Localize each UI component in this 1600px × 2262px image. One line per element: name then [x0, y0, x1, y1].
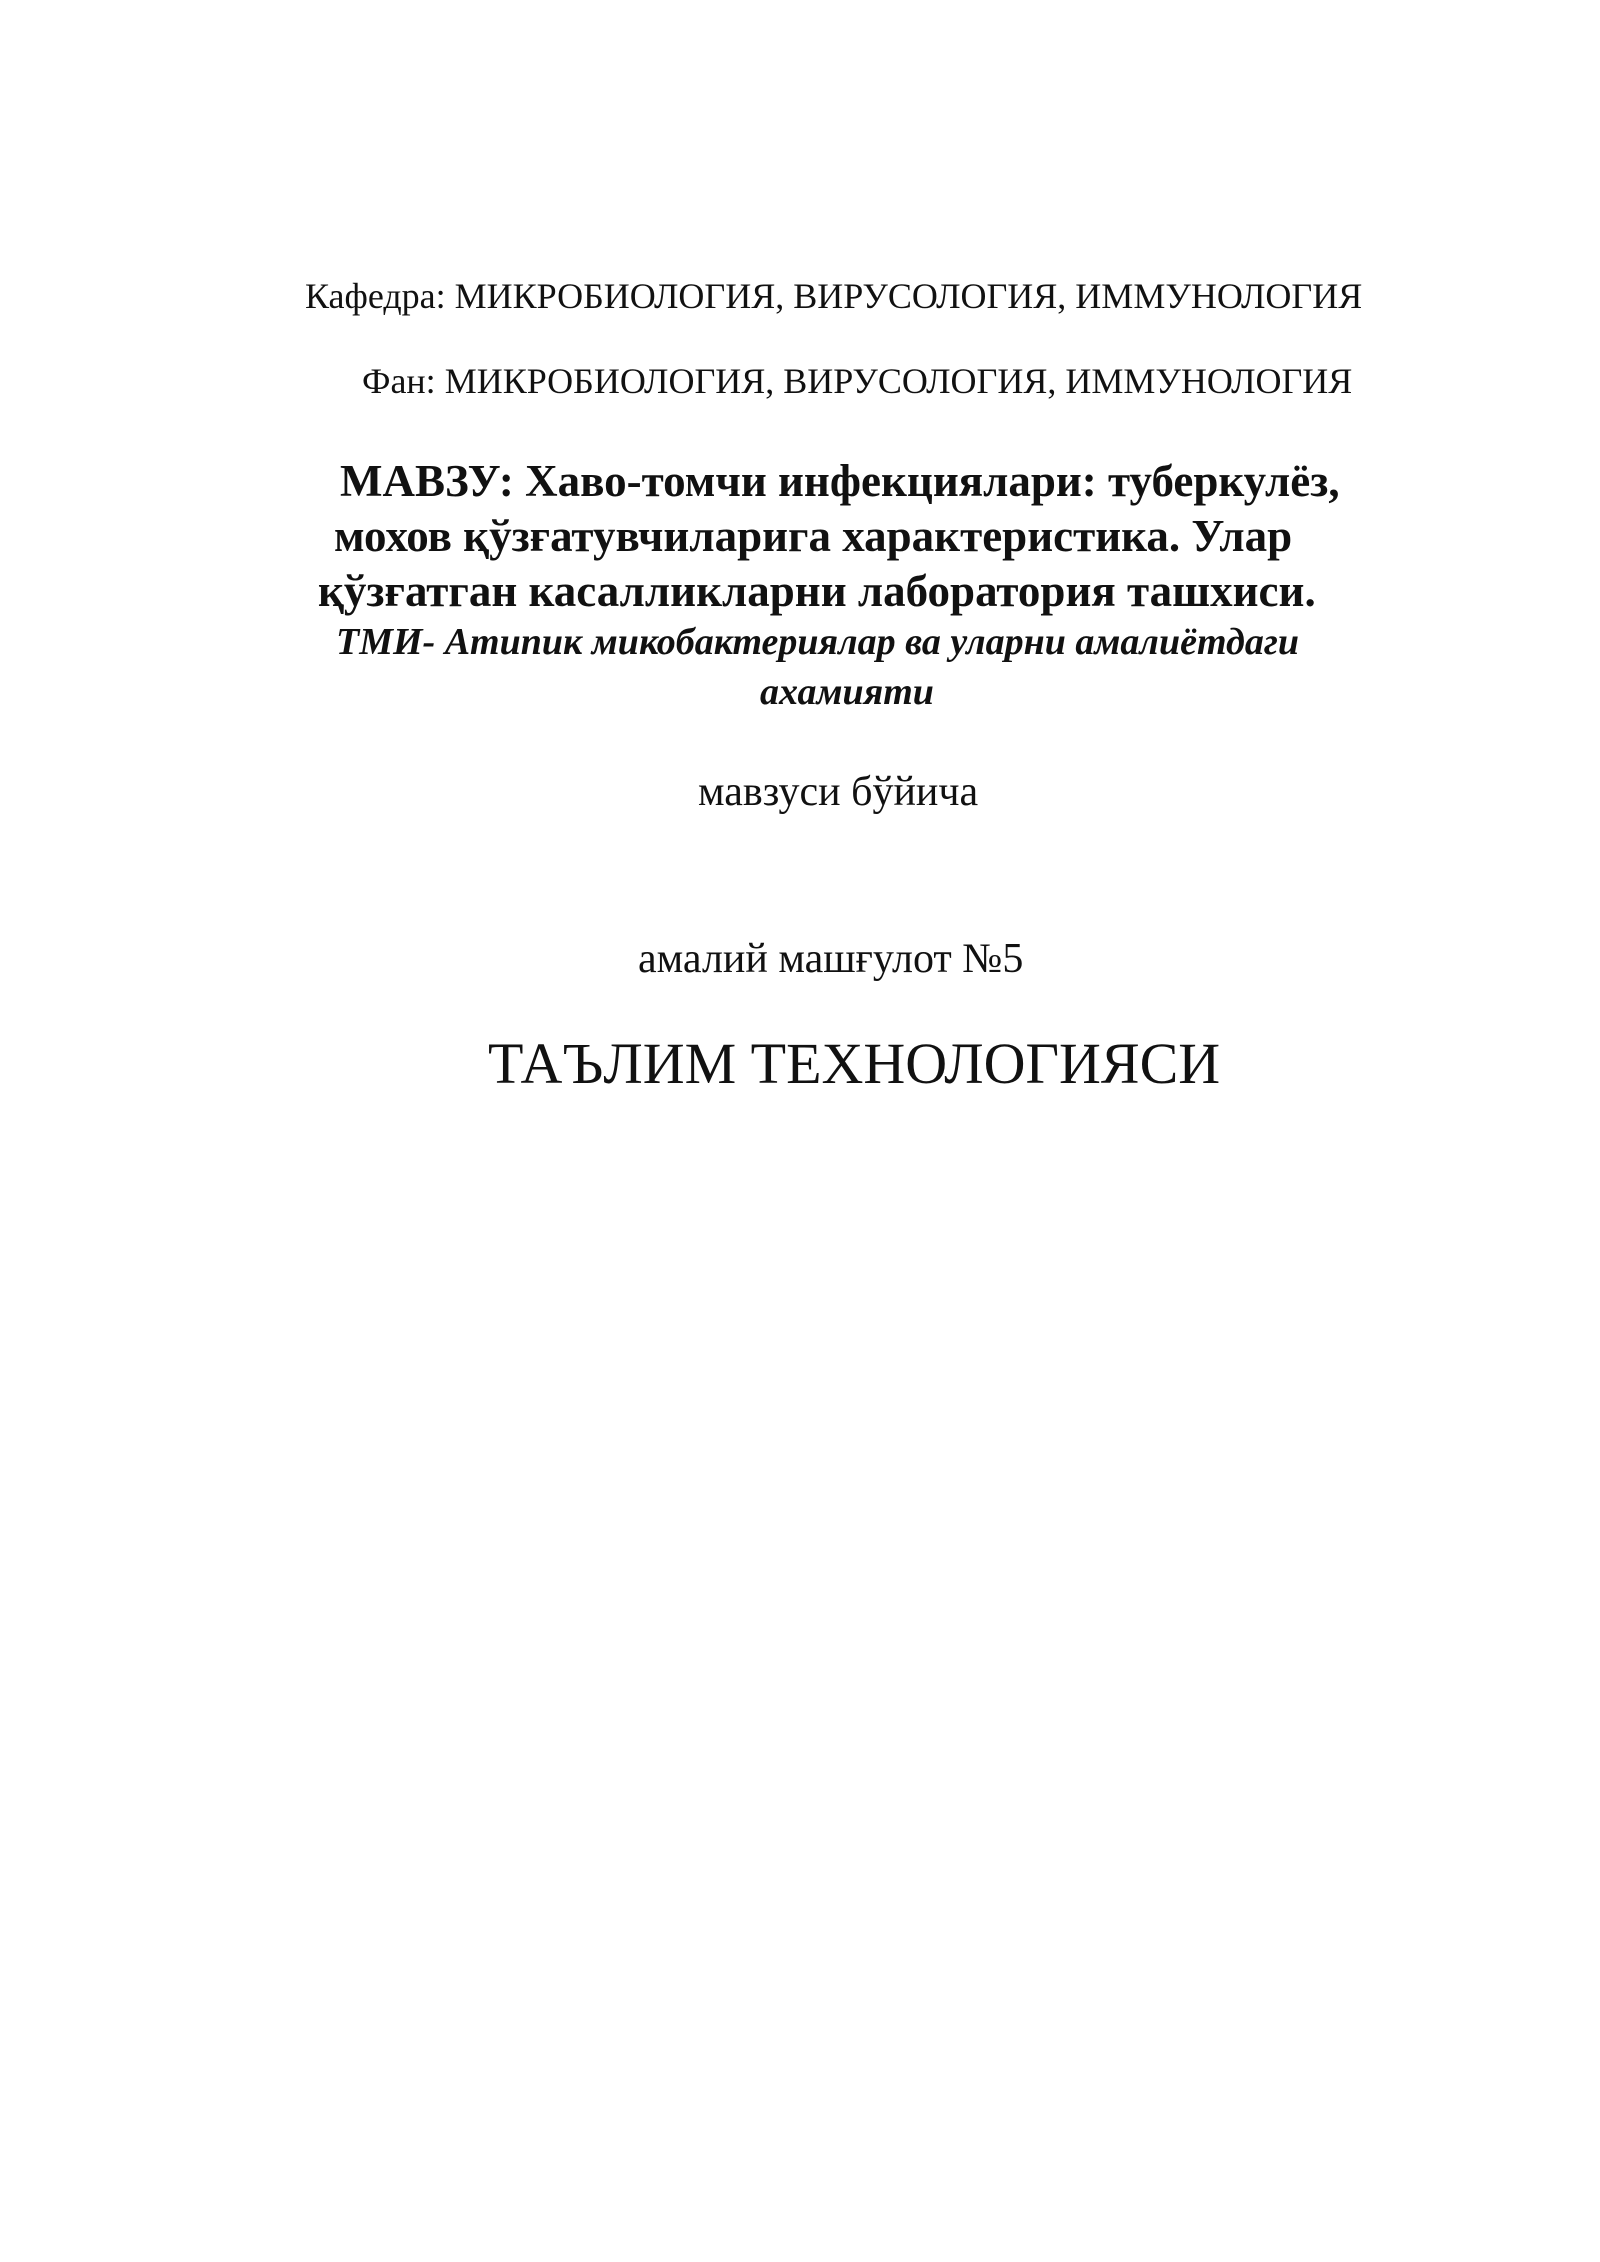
- topic-title-line-1: МАВЗУ: Хаво-томчи инфекциялари: туберкулёз,: [340, 456, 1340, 506]
- topic-title-line-3: қўзғатган касалликларни лаборатория ташхиси.: [318, 566, 1316, 616]
- department-line: Кафедра: МИКРОБИОЛОГИЯ, ВИРУСОЛОГИЯ, ИММУНОЛОГИЯ: [305, 276, 1363, 316]
- by-topic-label: мавзуси бўйича: [698, 769, 979, 815]
- document-main-title: ТАЪЛИМ ТЕХНОЛОГИЯСИ: [488, 1031, 1221, 1096]
- tmi-line-1: ТМИ- Атипик микобактериялар ва уларни амалиётдаги: [336, 621, 1300, 663]
- tmi-line-2: ахамияти: [760, 671, 934, 713]
- subject-line: Фан: МИКРОБИОЛОГИЯ, ВИРУСОЛОГИЯ, ИММУНОЛОГИЯ: [362, 361, 1353, 401]
- practical-session-label: амалий машғулот №5: [638, 936, 1024, 982]
- topic-title-line-2: мохов қўзғатувчиларига характеристика. Улар: [334, 511, 1293, 561]
